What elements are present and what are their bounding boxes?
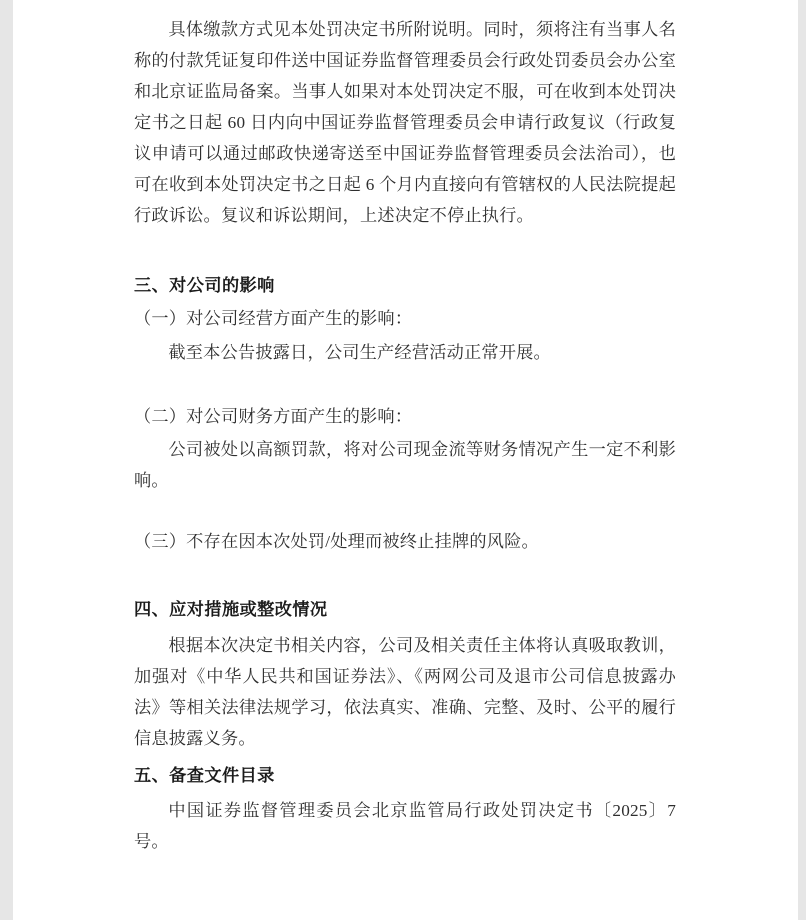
section-5-body: 中国证券监督管理委员会北京监管局行政处罚决定书〔2025〕7 号。 [134,801,676,851]
section-4-body: 根据本次决定书相关内容，公司及相关责任主体将认真吸取教训，加强对《中华人民共和国证券法》、《两网公司及退市公司信息披露办法》等相关法律法规学习，依法真实、准确、完整、及时、公平的履行信息披露义务。 [134,636,676,748]
section-heading-4: 四、应对措施或整改情况 [134,600,328,619]
subsection-1-body-block [134,337,676,368]
section-heading-4-block [134,594,676,625]
intro-paragraph: 具体缴款方式见本处罚决定书所附说明。同时，须将注有当事人名称的付款凭证复印件送中国证券监督管理委员会行政处罚委员会办公室和北京证监局备案。当事人如果对本处罚决定不服，可在收到本处罚决定书之日起 60 日内向中国证券监督管理委员会申请行政复议（行政复议申请可以通过邮政快递寄送至中国证券监督管理委员会法治司），也可在收到本处罚决定书之日起 6 个月内直接向有管辖权的人民法院提起行政诉讼。复议和诉讼期间，上述决定不停止执行。 [134,20,676,225]
subsection-1-label: （一）对公司经营方面产生的影响： [134,309,413,328]
intro-paragraph-block [134,14,676,231]
section-heading-5: 五、备查文件目录 [134,766,275,785]
section-heading-3: 三、对公司的影响 [134,276,275,295]
section-4-body-block [134,630,676,754]
subsection-3-label: （三）不存在因本次处罚/处理而被终止挂牌的风险。 [134,532,539,551]
subsection-1-label-block [134,303,676,334]
section-heading-3-block [134,270,676,301]
subsection-2-body-block [134,434,676,496]
subsection-2-body: 公司被处以高额罚款，将对公司现金流等财务情况产生一定不利影响。 [134,440,676,490]
subsection-2-label-block [134,401,676,432]
section-5-body-block [134,795,676,857]
subsection-1-body: 截至本公告披露日，公司生产经营活动正常开展。 [168,343,551,362]
document-page [13,0,798,920]
section-heading-5-block [134,760,676,791]
subsection-2-label: （二）对公司财务方面产生的影响： [134,407,413,426]
subsection-3-label-block [134,526,676,557]
